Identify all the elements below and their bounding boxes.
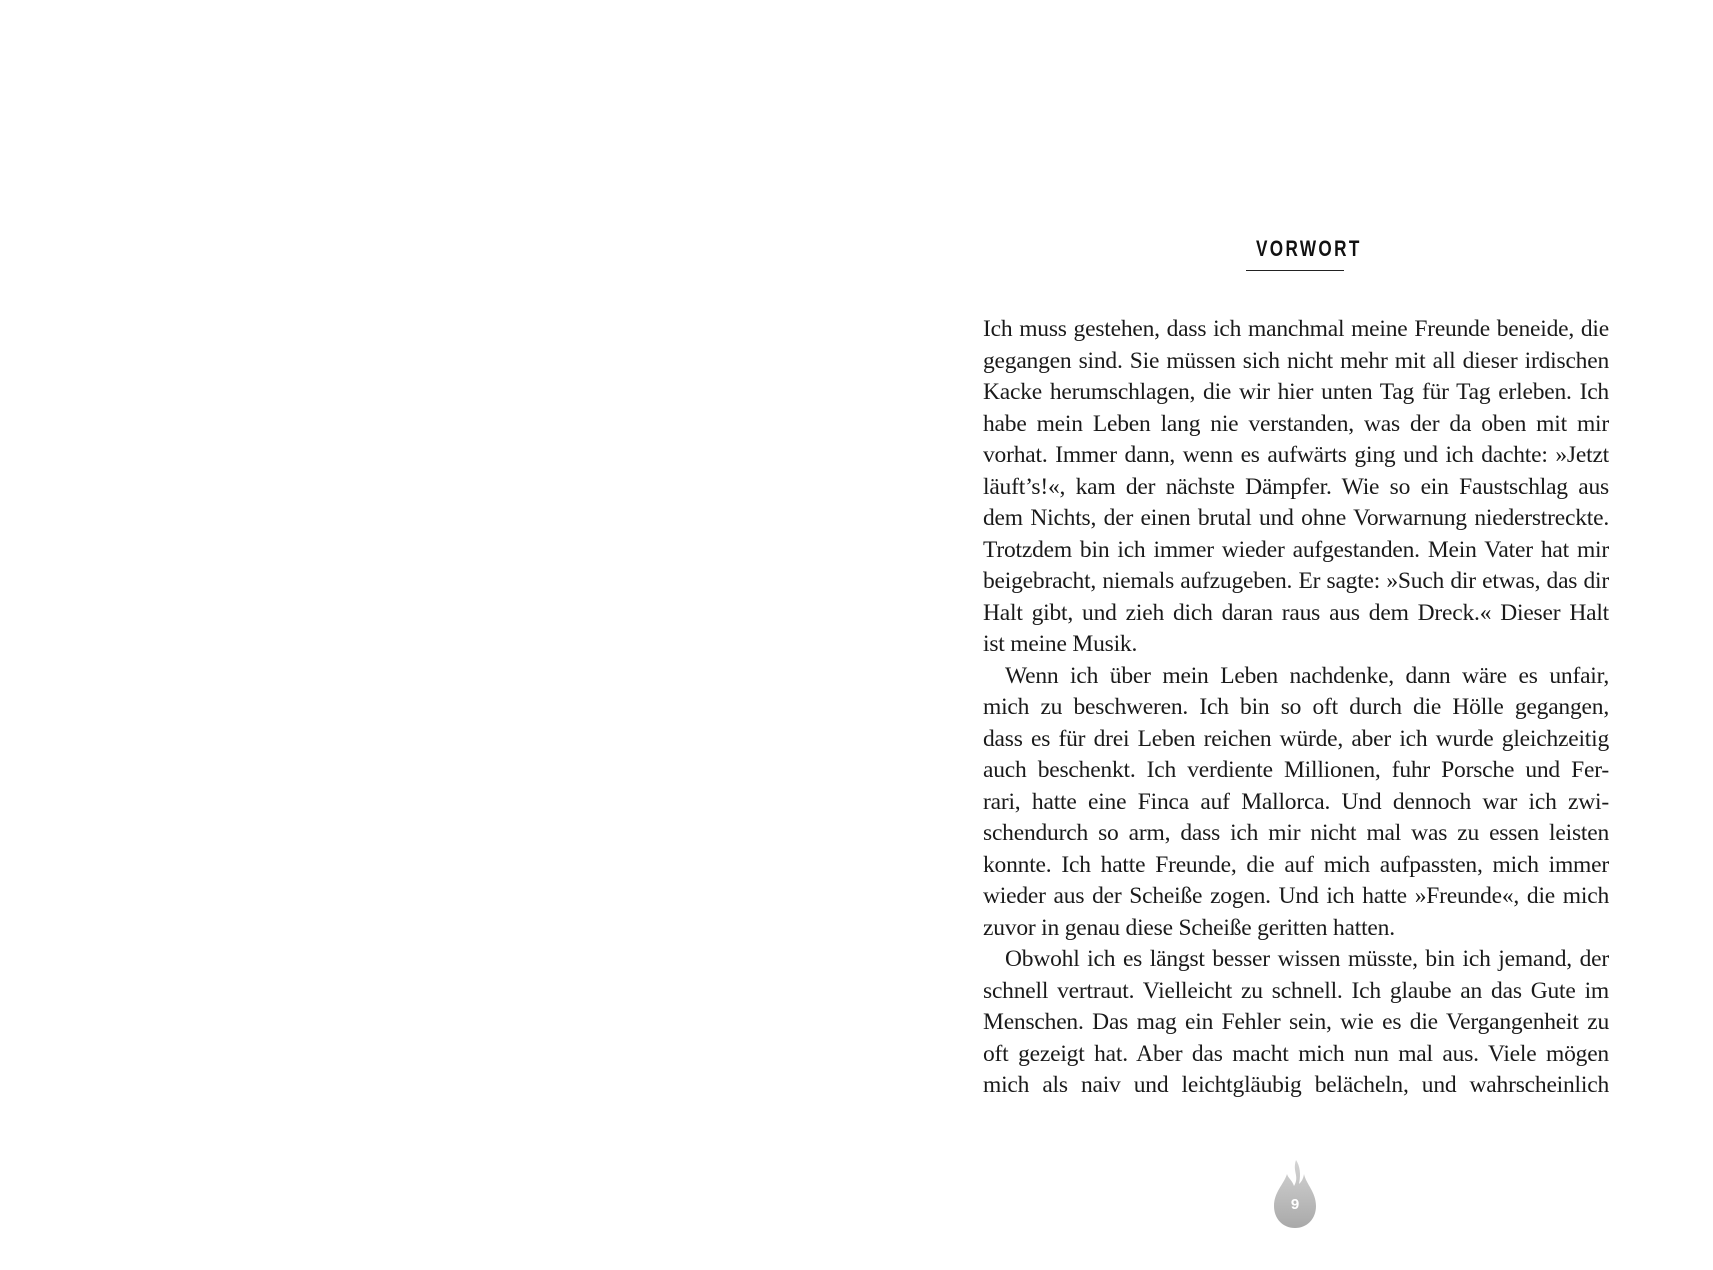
- text-line: habe mein Leben lang nie verstanden, was der da oben mit mir: [983, 410, 1609, 437]
- page-folio: [1270, 1158, 1320, 1230]
- flame-icon: [1270, 1158, 1320, 1230]
- text-line: Trotzdem bin ich immer wieder aufgestanden. Mein Vater hat mir: [983, 536, 1609, 563]
- text-line: oft gezeigt hat. Aber das macht mich nun mal aus. Viele mögen: [983, 1040, 1609, 1067]
- chapter-title-underline: [1246, 270, 1344, 271]
- text-line: rari, hatte eine Finca auf Mallorca. Und dennoch war ich zwi-: [983, 788, 1609, 815]
- text-line: mich zu beschweren. Ich bin so oft durch die Hölle gegangen,: [983, 694, 1609, 720]
- text-line: konnte. Ich hatte Freunde, die auf mich aufpassten, mich immer: [983, 851, 1609, 878]
- body-text: [983, 314, 1609, 1102]
- text-line: läuft’s!«, kam der nächste Dämpfer. Wie so ein Faustschlag aus: [983, 473, 1609, 500]
- text-line: Wenn ich über mein Leben nachdenke, dann wäre es unfair,: [1005, 662, 1609, 689]
- text-line: dass es für drei Leben reichen würde, aber ich wurde gleichzeitig: [983, 725, 1609, 752]
- text-line: gegangen sind. Sie müssen sich nicht mehr mit all dieser irdischen: [983, 347, 1609, 374]
- text-line: Ich muss gestehen, dass ich manchmal meine Freunde beneide, die: [983, 316, 1609, 342]
- page-number: 9: [1290, 1196, 1300, 1213]
- text-line: schendurch so arm, dass ich mir nicht mal was zu essen leisten: [983, 820, 1609, 846]
- text-line: Menschen. Das mag ein Fehler sein, wie es die Vergangenheit zu: [983, 1009, 1609, 1035]
- chapter-title: VORWORT: [1256, 236, 1362, 261]
- text-line: zuvor in genau diese Scheiße geritten hatten.: [983, 914, 1395, 941]
- text-line: auch beschenkt. Ich verdiente Millionen, fuhr Porsche und Fer-: [983, 757, 1609, 783]
- text-line: Halt gibt, und zieh dich daran raus aus dem Dreck.« Dieser Halt: [983, 599, 1609, 626]
- text-line: mich als naiv und leichtgläubig belächeln, und wahrscheinlich: [983, 1072, 1609, 1098]
- left-page-blank: [0, 0, 856, 1270]
- text-line: ist meine Musik.: [983, 631, 1138, 657]
- text-line: schnell vertraut. Vielleicht zu schnell. Ich glaube an das Gute im: [983, 977, 1609, 1004]
- text-line: beigebracht, niemals aufzugeben. Er sagte: »Such dir etwas, das dir: [983, 568, 1609, 594]
- text-line: Obwohl ich es längst besser wissen müsste, bin ich jemand, der: [1005, 946, 1609, 972]
- text-line: Kacke herumschlagen, die wir hier unten Tag für Tag erleben. Ich: [983, 379, 1609, 405]
- text-line: dem Nichts, der einen brutal und ohne Vorwarnung niederstreckte.: [983, 505, 1609, 531]
- text-line: wieder aus der Scheiße zogen. Und ich hatte »Freunde«, die mich: [983, 883, 1609, 909]
- text-line: vorhat. Immer dann, wenn es aufwärts ging und ich dachte: »Jetzt: [983, 442, 1609, 468]
